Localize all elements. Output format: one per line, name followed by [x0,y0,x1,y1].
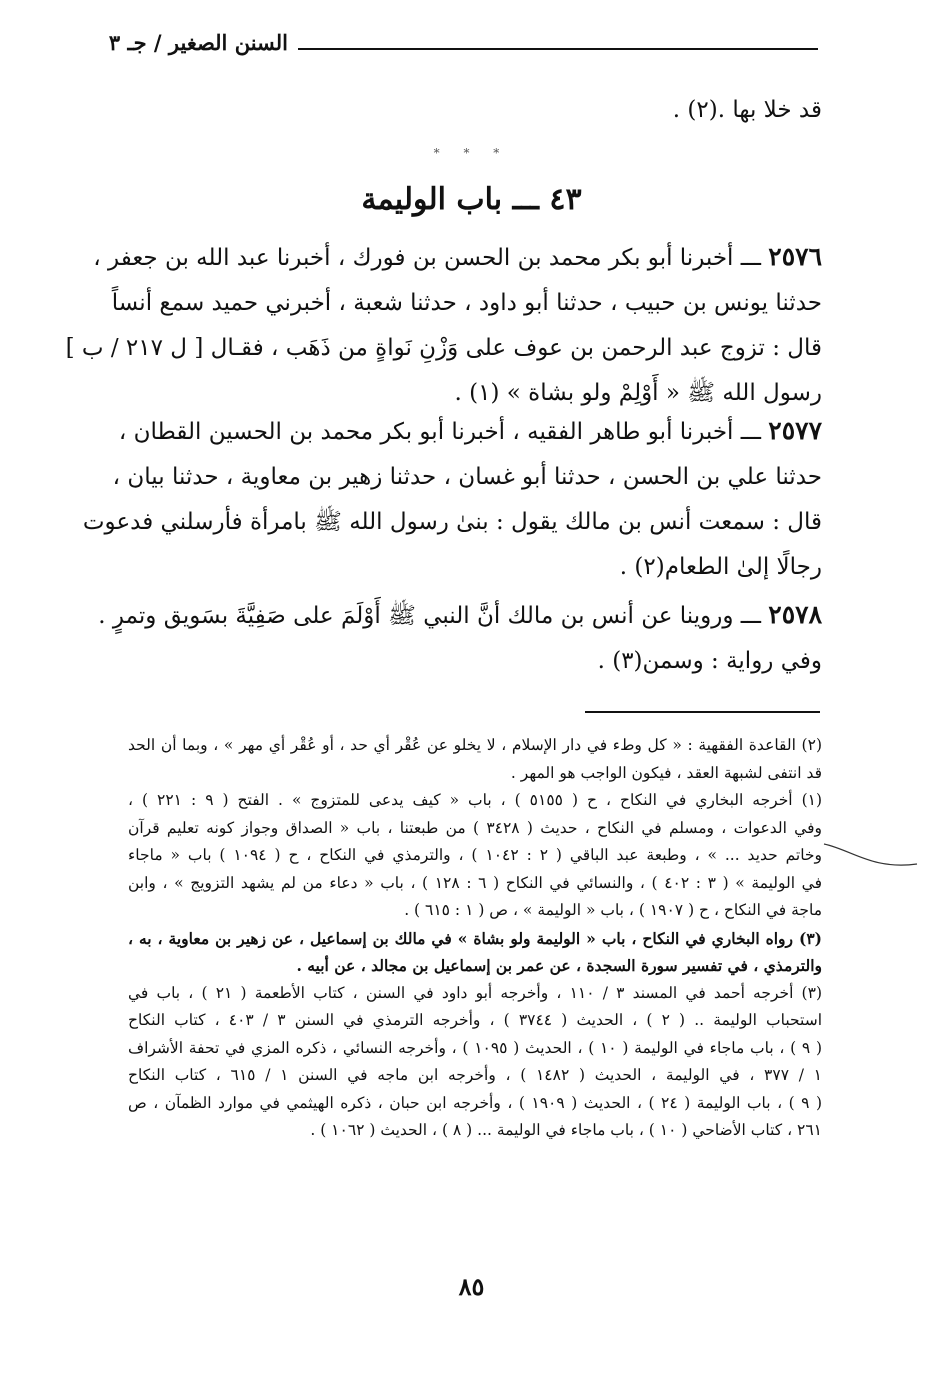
footnote-line: وخاتم حديد ... » ، وطبعة عبد الباقي ( ٢ : ١٠٤٢ ) ، والترمذي في النكاح ، ح ( ١٠٩٤ ) باب « ماجاء [128,846,823,864]
hadith-line: حدثنا يونس بن حبيب ، حدثنا أبو داود ، حدثنا شعبة ، أخبرني حميد سمع أنساً [111,290,822,316]
footnote-line: (٣) أخرجه أحمد في المسند ٣ / ١١٠ ، وأخرجه أبو داود في السنن ، كتاب الأطعمة ( ٢١ ) ، باب في [128,983,822,1002]
footnote [128,980,822,1145]
hadith-line [93,234,822,281]
running-head: السنن الصغير / جـ ٣ [108,30,288,55]
hadith-2578 [98,592,822,684]
page-number: ٨٥ [458,1272,485,1301]
continuation-line: قد خلا بها .(٢) . [672,97,822,123]
footnote-line: ٢٦١ ، كتاب الأضاحي ( ١٠ ) ، باب ماجاء في الوليمة ... ( ٨ ) ، الحديث ( ١٠٦٢ ) . [310,1121,822,1139]
footnote-line: (١) أخرجه البخاري في النكاح ، ح ( ٥١٥٥ ) ، باب « كيف يدعى للمتزوج » . الفتح ( ٩ : ٢٢١ ) ، [128,791,823,809]
footnote-line: والترمذي ، في تفسير سورة السجدة ، عن عمر بن إسماعيل بن مجالد ، عن أبيه . [296,956,822,975]
hadith-number: ٢٥٧٨ [768,600,822,629]
footnote [128,732,822,787]
header-rule [298,48,818,50]
hadith-line [98,592,822,639]
continuation-text-block [128,88,822,133]
hadith-line-text: ـــ أخبرنا أبو بكر محمد بن الحسن بن فورك ، أخبرنا عبد الله بن جعفر ، [93,245,761,271]
hadith-line: حدثنا علي بن الحسن ، حدثنا أبو غسان ، حدثنا زهير بن معاوية ، حدثنا بيان ، [112,464,822,490]
section-separator: * * * [433,146,510,160]
hadith-line: قال : تزوج عبد الرحمن بن عوف على وَزْنِ نَواةٍ من ذَهَب ، فقـال [ ل ٢١٧ / ب ] [65,335,822,361]
hadith-line [118,408,822,455]
hadith-line: قال : سمعت أنس بن مالك يقول : بنىٰ رسول الله ﷺ بامرأة فأرسلني فدعوت [82,509,822,535]
footnote-line: ( ٩ ) ، باب ماجاء في الوليمة ( ١٠ ) ، الحديث ( ١٠٩٥ ) ، وأخرجه النسائي ، ذكره المزي في تحفة الأشراف [128,1038,822,1057]
footnote [128,925,822,980]
footnote-line: ( ٩ ) ، باب الوليمة ( ٢٤ ) ، الحديث ( ١٩٠٩ ) ، وأخرجه ابن حبان ، ذكره الهيثمي في موارد الظمآن ، ص [128,1093,823,1112]
footnote-line: قد انتفى لشبهة العقد ، فيكون الواجب هو المهر . [510,763,822,782]
hadith-line-text: ـــ أخبرنا أبو طاهر الفقيه ، أخبرنا أبو بكر محمد بن الحسين القطان ، [118,419,761,445]
footnote [128,787,822,925]
hadith-line-text: ـــ وروينا عن أنس بن مالك أنَّ النبي ﷺ أَوْلَمَ على صَفِيَّةَ بسَويق وتمرٍ . [98,603,761,629]
hadith-number: ٢٥٧٦ [768,242,822,271]
footnote-line: في الوليمة » ( ٣ : ٤٠٢ ) ، والنسائي في النكاح ( ٦ : ١٢٨ ) ، باب « دعاء من لم يشهد التزويج » ، وابن [128,873,822,892]
footnote-rule [585,711,820,713]
footnote-line: استحباب الوليمة .. ( ٢ ) ، الحديث ( ٣٧٤٤ ) ، وأخرجه الترمذي في السنن ٣ / ٤٠٣ ، كتاب النكاح [128,1011,823,1029]
margin-pen-stroke [822,840,922,880]
footnote-line: (٣) رواه البخاري في النكاح ، باب « الوليمة ولو بشاة » في مالك بن إسماعيل ، عن زهير بن معاوية ، به ، [128,928,822,948]
footnote-line: ماجة في النكاح ، ح ( ١٩٠٧ ) ، باب « الوليمة » ، ص ( ١ : ٦١٥ ) . [404,901,822,919]
footnote-line: ١ / ٣٧٧ ، في الوليمة ، الحديث ( ١٤٨٢ ) ، وأخرجه ابن ماجه في السنن ١ / ٦١٥ ، كتاب النكاح [128,1066,822,1084]
hadith-2576 [65,234,822,416]
hadith-2577 [82,408,822,590]
footnote-line: وفي الدعوات ، ومسلم في النكاح ، حديث ( ٣٤٢٨ ) من طبعتنا ، باب « الصداق وجواز كونه تعليم قرآن [128,818,822,837]
hadith-number: ٢٥٧٧ [768,416,822,445]
hadith-line: رجالًا إلىٰ الطعام(٢) . [619,554,822,580]
hadith-line: رسول الله ﷺ « أَوْلِمْ ولو بشاة » (١) . [454,380,822,406]
footnote-line: (٢) القاعدة الفقهية : « كل وطء في دار الإسلام ، لا يخلو عن عُقْر أي حد ، أو عُقْر أي مهر » ، وبما أن الحد [128,736,822,754]
hadith-line: وفي رواية : وسمن(٣) . [597,648,822,674]
footnotes [128,732,822,1145]
chapter-title: ٤٣ ـــ باب الوليمة [361,182,582,217]
